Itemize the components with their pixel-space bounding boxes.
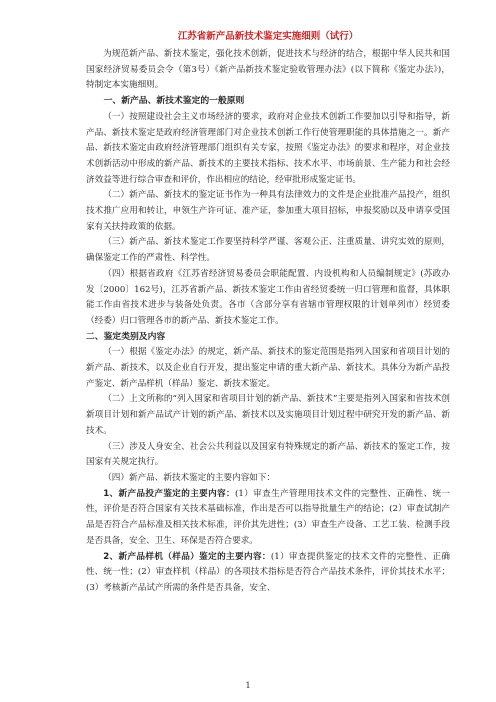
- section1-paragraph-2: （二）新产品、新技术的鉴定证书作为一种具有法律效力的文件是企业批准产品投产，组织技术推广应用和转让，申领生产许可证、准产证，参加重大项目招标，申报奖励以及申请享受国家有关扶持政策的依据。: [86, 190, 450, 232]
- item-1-body: (1）审查生产管理用技术文件的完整性、正确性、统一性，评价是否符合国家有关技术基础标准，作出是否可以指导批量生产的结论；(2）审查试制产品是否符合产品标准及相关技术标准，评价其先进性；(3）审查生产设备、工艺工装、检测手段是否具备，安全、卫生、环保是否符合要求。: [86, 488, 451, 546]
- section2-paragraph-4: （四）新产品、新技术鉴定的主要内容如下：: [103, 472, 276, 483]
- section1-paragraph-3: （三）新产品、新技术鉴定工作要坚持科学严谨、客观公正、注重质量、讲究实效的原则，确保鉴定工作的严肃性、科学性。: [86, 237, 450, 264]
- section-heading-1: 一、新产品、新技术鉴定的一般原则: [103, 96, 245, 107]
- section2-item-2: [86, 550, 450, 597]
- section2-paragraph-3: （三）涉及人身安全、社会公共利益以及国家有特殊规定的新产品、新技术的鉴定工作，按国家有关规定执行。: [86, 441, 450, 468]
- section2-paragraph-2: （二）上文所称的“列入国家和省项目计划的新产品、新技术”主要是指列入国家和省技术创新项目计划和新产品试产计划的新产品、新技术以及实施项目计划过程中研究开发的新产品、新技术。: [86, 394, 450, 436]
- item-1-lead: 1、新产品投产鉴定的主要内容：: [103, 488, 236, 499]
- item-2-lead: 2、新产品样机（样品）鉴定的主要内容：: [103, 551, 271, 562]
- section2-item-1: [86, 487, 450, 550]
- document-title: 江苏省新产品新技术鉴定实施细则（试行）: [177, 31, 359, 42]
- item-2-body: (1）审查提供鉴定的技术文件的完整性、正确性、统一性；(2）审查样机（样品）的各项技术指标是否符合产品技术条件，评价其技术水平；(3）考核新产品试产所需的条件是否具备，安全、: [86, 551, 450, 593]
- section1-paragraph-4: （四）根据省政府《江苏省经济贸易委员会职能配置、内设机构和人员编制规定》(苏政办发〔2000〕162号)，江苏省新产品、新技术鉴定工作由省经贸委统一归口管理和监督，具体职能工作由省技术进步与装备处负责。各市（含部分享有省辖市管理权限的计划单列市）经贸委（经委）归口管理各市的新产品、新技术鉴定工作。: [86, 268, 450, 326]
- section1-paragraph-1: （一）按照建设社会主义市场经济的要求，政府对企业技术创新工作要加以引导和指导，新产品、新技术鉴定是政府经济管理部门对企业技术创新工作行使管理职能的具体措施之一。新产品、新技术鉴定由政府经济管理部门组织有关专家，按照《鉴定办法》的要求和程序，对企业技术创新活动中形成的新产品、新技术的主要技术指标、技术水平、市场前景、生产能力和社会经济效益等进行综合审查和评价，作出相应的结论，经审批形成鉴定证书。: [86, 111, 450, 185]
- intro-paragraph: 为规范新产品、新技术鉴定，强化技术创新，促进技术与经济的结合，根据中华人民共和国国家经济贸易委员会令（第3号）《新产品新技术鉴定验收管理办法》(以下简称《鉴定办法》)，特制定本实施细则。: [86, 49, 450, 91]
- section2-paragraph-1: （一）根据《鉴定办法》的规定，新产品、新技术的鉴定范围是指列入国家和省项目计划的新产品、新技术，以及企业自行开发，提出鉴定申请的重大新产品、新技术。具体分为新产品投产鉴定、新产品样机（样品）鉴定、新技术鉴定。: [86, 347, 450, 389]
- page-number: 1: [245, 681, 251, 690]
- section-heading-2: 二、鉴定类别及内容: [86, 331, 166, 342]
